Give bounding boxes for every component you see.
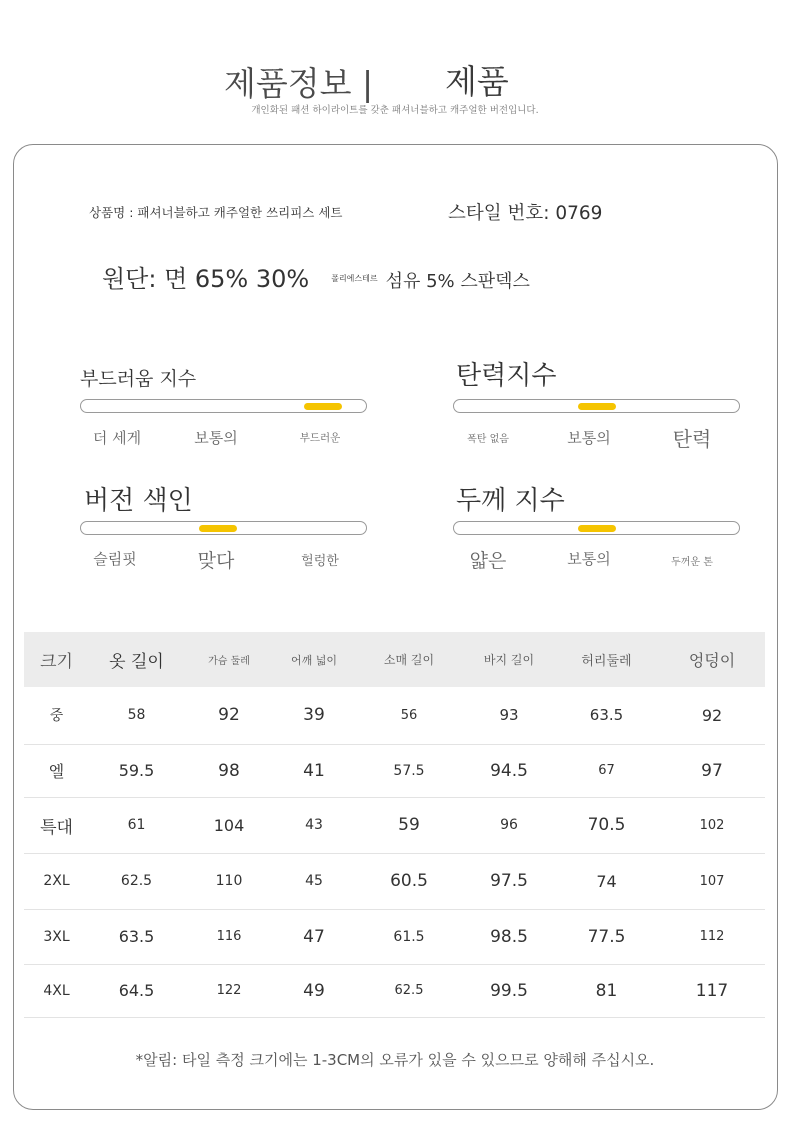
- notice-text: *알림: 타일 측정 크기에는 1-3CM의 오류가 있을 수 있으므로 양해해 주십시오.: [135, 1051, 655, 1069]
- header-size: 크기: [24, 632, 89, 687]
- index-title-softness: 부드러움 지수: [80, 368, 197, 390]
- table-cell: 116: [184, 909, 274, 964]
- table-cell: 98.5: [464, 909, 554, 964]
- table-cell: 107: [659, 853, 765, 909]
- page-title: 제품정보 |: [224, 64, 374, 103]
- fabric-main: 원단: 면 65% 30%: [102, 265, 310, 293]
- table-cell: 62.5: [89, 853, 184, 909]
- table-cell: 97.5: [464, 853, 554, 909]
- fabric-rest: 섬유 5% 스판덱스: [385, 271, 530, 292]
- table-cell: 94.5: [464, 744, 554, 797]
- style-number: 스타일 번호: 0769: [448, 203, 603, 224]
- table-row: [24, 797, 765, 853]
- header-waist: 허리둘레: [554, 632, 659, 687]
- table-cell: 61.5: [354, 909, 464, 964]
- table-cell: 99.5: [464, 964, 554, 1017]
- fit-label-low: 슬림핏: [93, 550, 137, 568]
- table-cell: 59: [354, 797, 464, 853]
- table-row: [24, 853, 765, 909]
- header-shoulder: 어깨 넓이: [274, 632, 354, 687]
- elasticity-label-mid: 보통의: [567, 429, 611, 447]
- table-cell: 74: [554, 853, 659, 909]
- size-name-cell: 특대: [24, 797, 89, 853]
- table-cell: 93: [464, 687, 554, 744]
- header-top-length: 옷 길이: [89, 632, 184, 687]
- table-cell: 58: [89, 687, 184, 744]
- softness-label-high: 부드러운: [299, 432, 341, 444]
- index-title-fit: 버전 색인: [84, 486, 193, 516]
- fit-label-high: 헐렁한: [301, 554, 339, 569]
- header-chest: 가슴 둘레: [184, 632, 274, 687]
- table-cell: 64.5: [89, 964, 184, 1017]
- table-cell: 67: [554, 744, 659, 797]
- elasticity-label-low: 폭탄 없음: [467, 434, 509, 445]
- table-cell: 110: [184, 853, 274, 909]
- fit-slider-knob: [199, 525, 237, 532]
- table-cell: 97: [659, 744, 765, 797]
- header-sleeve-length: 소매 길이: [354, 632, 464, 687]
- elasticity-label-high: 탄력: [672, 427, 712, 451]
- size-name-cell: 3XL: [24, 909, 89, 964]
- table-cell: 92: [659, 687, 765, 744]
- fit-label-mid: 맞다: [197, 550, 235, 572]
- table-cell: 56: [354, 687, 464, 744]
- fabric-small: 폴리에스테르: [331, 274, 378, 283]
- size-table-header-row: [24, 632, 765, 687]
- thickness-label-low: 얇은: [469, 550, 507, 572]
- table-cell: 96: [464, 797, 554, 853]
- fabric-composition: [102, 259, 530, 294]
- thickness-label-mid: 보통의: [567, 550, 611, 568]
- page-title-right: 제품: [445, 62, 509, 101]
- softness-label-low: 더 세게: [92, 429, 142, 447]
- thickness-slider-track: [453, 521, 740, 535]
- table-cell: 104: [184, 797, 274, 853]
- product-name: 상품명 : 패셔너블하고 캐주얼한 쓰리피스 세트: [89, 205, 343, 220]
- index-title-thickness: 두께 지수: [456, 486, 565, 516]
- elasticity-slider-track: [453, 399, 740, 413]
- table-cell: 70.5: [554, 797, 659, 853]
- table-cell: 122: [184, 964, 274, 1017]
- size-name-cell: 중: [24, 687, 89, 744]
- table-cell: 47: [274, 909, 354, 964]
- fit-slider-track: [80, 521, 367, 535]
- table-cell: 63.5: [554, 687, 659, 744]
- thickness-label-high: 두꺼운 톤: [671, 557, 713, 568]
- table-cell: 59.5: [89, 744, 184, 797]
- softness-slider-track: [80, 399, 367, 413]
- table-cell: 98: [184, 744, 274, 797]
- table-cell: 60.5: [354, 853, 464, 909]
- elasticity-slider-knob: [578, 403, 616, 410]
- header-hip: 엉덩이: [659, 632, 765, 687]
- size-name-cell: 2XL: [24, 853, 89, 909]
- table-cell: 49: [274, 964, 354, 1017]
- table-cell: 57.5: [354, 744, 464, 797]
- table-cell: 92: [184, 687, 274, 744]
- table-row: [24, 744, 765, 797]
- table-row: [24, 909, 765, 964]
- index-title-elasticity: 탄력지수: [456, 361, 557, 391]
- table-cell: 81: [554, 964, 659, 1017]
- table-cell: 43: [274, 797, 354, 853]
- page-subtitle: 개인화된 패션 하이라이트를 갖춘 패셔너블하고 캐주얼한 버전입니다.: [251, 105, 539, 116]
- table-cell: 62.5: [354, 964, 464, 1017]
- softness-slider-knob: [304, 403, 342, 410]
- table-row: [24, 964, 765, 1017]
- table-cell: 63.5: [89, 909, 184, 964]
- table-cell: 41: [274, 744, 354, 797]
- size-name-cell: 4XL: [24, 964, 89, 1017]
- table-cell: 112: [659, 909, 765, 964]
- size-table: [24, 632, 765, 1018]
- table-cell: 39: [274, 687, 354, 744]
- softness-label-mid: 보통의: [194, 429, 238, 447]
- thickness-slider-knob: [578, 525, 616, 532]
- size-name-cell: 엘: [24, 744, 89, 797]
- header-pants-length: 바지 길이: [464, 632, 554, 687]
- table-cell: 102: [659, 797, 765, 853]
- table-cell: 45: [274, 853, 354, 909]
- table-cell: 77.5: [554, 909, 659, 964]
- table-row: [24, 687, 765, 744]
- table-cell: 117: [659, 964, 765, 1017]
- table-cell: 61: [89, 797, 184, 853]
